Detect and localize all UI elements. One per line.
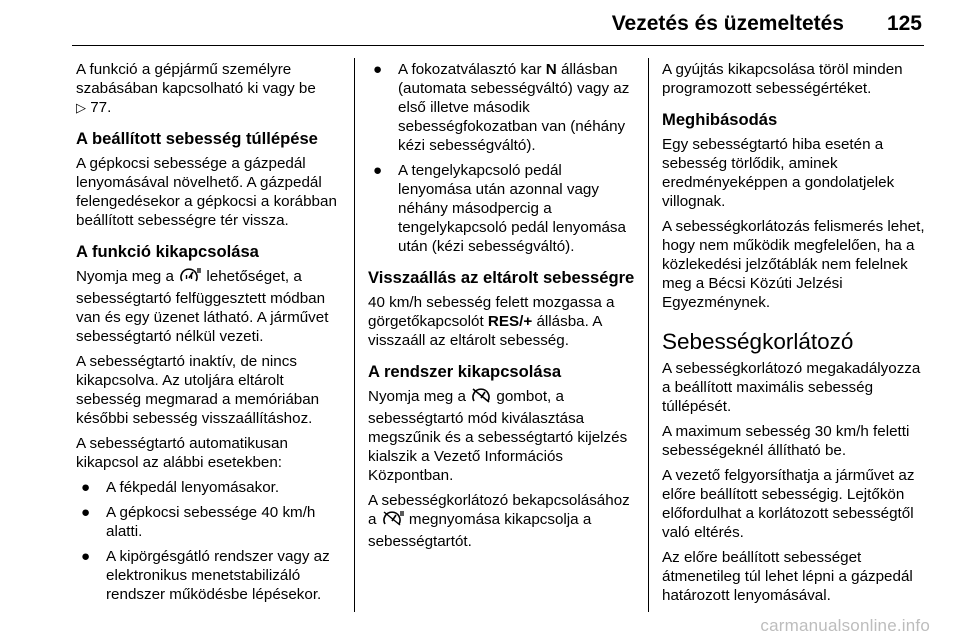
list-item: ● A kipörgésgátló rendszer vagy az elektronikus menetstabilizáló rendszer működésbe lépésekor. [81,548,330,603]
paragraph: A vezető felgyorsíthatja a járművet az előre beállított sebességig. Lejtőkön előfordulhat a korlátozott sebességtől való eltérés. [662,467,915,541]
section-heading-malfunction: Meghibásodás [662,110,778,129]
paragraph: A sebességkorlátozás felismerés lehet, hogy nem működik megfelelően, ha a közlekedési jelzőtáblák nem felelnek meg a Bécsi Közúti Jelzési Egyezménynek. [662,218,925,311]
cruise-control-off-icon [471,387,491,409]
section-heading-deactivate: A funkció kikapcsolása [76,242,259,261]
page-header [72,0,924,46]
column-right [662,60,932,611]
paragraph: A sebességtartó inaktív, de nincs kikapcsolva. Az utoljára eltárolt sebesség megmarad a memóriában későbbi sebesség visszaállításhoz. [76,353,320,427]
paragraph: A maximum sebesség 30 km/h feletti sebességeknél állítható be. [662,423,910,459]
paragraph: Nyomja meg a lehetőséget, a sebességtartó felfüggesztett módban van és egy üzenet látható. A járművet sebességtartó nélkül vezeti. [76,268,329,345]
column-divider [648,58,649,612]
page-number: 125 [886,12,922,35]
column-divider [354,58,355,612]
paragraph: A sebességkorlátozó megakadályozza a beállított maximális sebesség túllépését. [662,360,921,415]
page-reference-arrow-icon: ▷ [76,100,86,115]
page-reference-link[interactable]: 77. [90,99,112,116]
paragraph: A sebességkorlátozó bekapcsolásához a megnyomása kikapcsolja a sebességtartót. [368,492,630,550]
paragraph: Az előre beállított sebességet átmenetileg túl lehet lépni a gázpedál határozott lenyomásával. [662,549,913,604]
chapter-heading-speed-limiter: Sebességkorlátozó [662,329,854,354]
page-header-title: Vezetés és üzemeltetés [611,12,844,35]
intro-paragraph: A funkció a gépjármű személyre szabásában kapcsolható ki vagy be ▷ 77. [76,61,316,116]
speed-limiter-icon [382,510,404,532]
bullet-list [76,478,344,604]
column-left [76,60,344,610]
list-item: ● A gépkocsi sebessége 40 km/h alatti. [81,504,316,540]
section-heading-exceed-speed: A beállított sebesség túllépése [76,129,318,148]
paragraph: 40 km/h sebesség felett mozgassa a görgetőkapcsolót RES/+ állásba. A visszaáll az eltárolt sebesség. [368,294,615,349]
section-heading-resume: Visszaállás az eltárolt sebességre [368,268,635,287]
watermark-text: carmanualsonline.info [760,616,930,635]
list-item: ● A tengelykapcsoló pedál lenyomása után azonnal vagy néhány másodpercig a tengelykapcsoló pedál lenyomása után (kézi sebességváltó). [373,162,626,255]
paragraph: A gépkocsi sebessége a gázpedál lenyomásával növelhető. A gázpedál felengedésekor a gépkocsi a korábban beállított sebességre tér vissza. [76,155,337,229]
paragraph: Nyomja meg a gombot, a sebességtartó mód kiválasztása megszűnik és a sebességtartó kijelzés kialszik a Vezető Információs Központban. [368,388,628,484]
list-item: ● A fékpedál lenyomásakor. [81,479,280,496]
section-heading-system-off: A rendszer kikapcsolása [368,362,562,381]
list-item: ● A fokozatválasztó kar N állásban (automata sebességváltó) vagy az első illetve második sebességfokozatban van (néhány kézi sebességváltó). [373,61,630,154]
cruise-control-pause-icon [179,267,201,289]
paragraph: A sebességtartó automatikusan kikapcsol az alábbi esetekben: [76,435,288,471]
paragraph: Egy sebességtartó hiba esetén a sebesség törlődik, aminek eredményeképpen a gondolatjelek villognak. [662,136,895,210]
bullet-list [368,60,636,256]
paragraph: A gyújtás kikapcsolása töröl minden programozott sebességértéket. [662,61,903,97]
column-middle [368,60,636,557]
